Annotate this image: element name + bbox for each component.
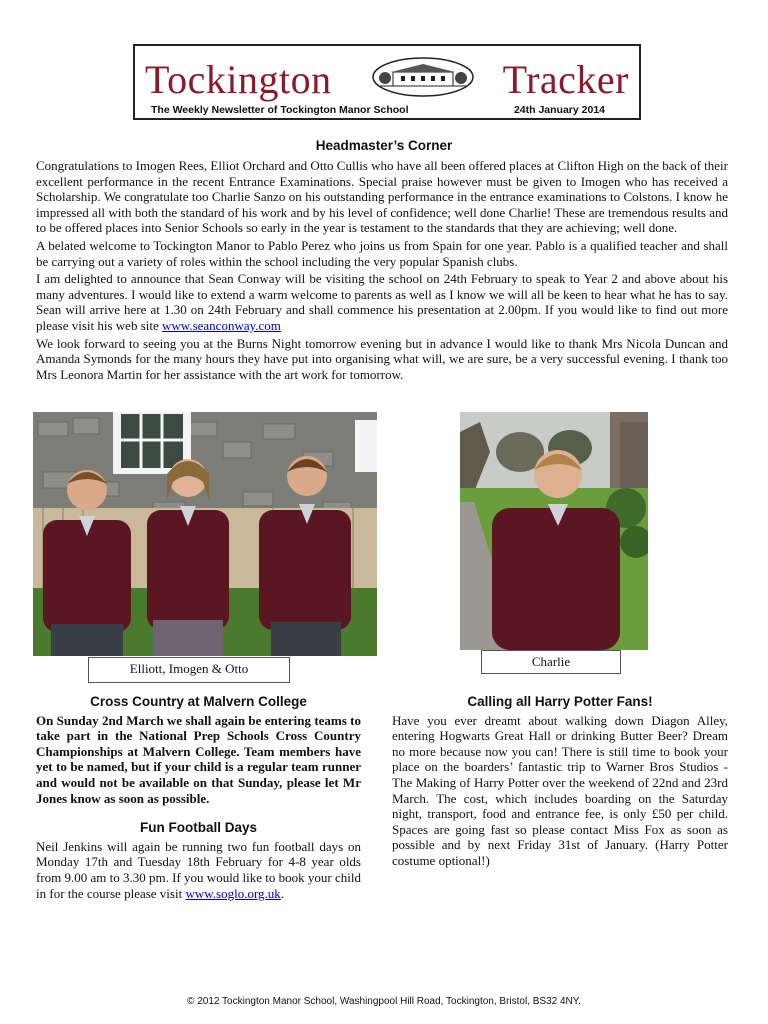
football-title: Fun Football Days [139, 820, 257, 836]
football-text [36, 839, 361, 901]
cross-country-text-b: be available on that Sunday, please let Mr Jones know as soon as possible. [36, 774, 361, 806]
harry-potter-text: Have you ever dreamt about walking down Diagon Alley, entering Hogwarts Great Hall or drinking Butter Beer? Dream no more because now you can! There is still time to book your place on the boarders’ fantastic trip to Warner Bros Studios - The Making of Harry Potter over the weekend of 22nd and 23rd March. The cost, which includes boarding on the Saturday night, transport, food and entrance fee, is only £50 per child. Spaces are going fast so please contact Miss Fox as soon as possible and by next Friday 31st of January. (Harry Potter costume optional!) [392, 712, 728, 868]
masthead-title-right: Tracker [502, 57, 629, 102]
caption-right: Charlie [481, 650, 621, 674]
headmaster-body [36, 158, 728, 384]
seanconway-link[interactable]: www.seanconway.com [162, 317, 281, 333]
masthead [133, 44, 641, 120]
cross-country-text-a: On Sunday 2nd March we shall again be entering teams to take part in the National Prep Schools Cross Country Championships at Malvern College. Team members have yet to be named, but if your child is a regular team runner and [36, 712, 361, 790]
masthead-subtitle: The Weekly Newsletter of Tockington Manor School [151, 104, 409, 116]
cross-country-text [36, 713, 361, 807]
headmaster-paragraph [36, 271, 728, 333]
harry-potter-title: Calling all Harry Potter Fans! [467, 694, 653, 709]
cross-country-title: Cross Country at Malvern College [90, 694, 307, 709]
caption-left: Elliott, Imogen & Otto [88, 657, 290, 683]
photo-elliott-imogen-otto [33, 412, 377, 656]
headmaster-paragraph: Congratulations to Imogen Rees, Elliot Orchard and Otto Cullis who have all been offered places at Clifton High on the back of their excellent performance in the recent Entrance Examinations. Special praise however must be given to Imogen who has received a Scholarship. We congratulate too Charlie Sanzo on his outstanding performance in the entrance examinations to Colstons. I know he impressed all with both the standard of his work and by his level of confidence; well done Charlie! These are tremendous results and to be offered places into Senior Schools so early in the year is testament to the standards that they are achieving; well done. [36, 158, 728, 236]
headmaster-p3-text: I am delighted to announce that Sean Conway will be visiting the school on 24th February to speak to Year 2 and above about his many adventures. I would like to extend a warm welcome to parents as well as I know we will all be keen to hear what he has to say. Sean will arrive here at 1.30 on 24th February and shall commence his presentation at 2.00pm. If you would like to find out more please visit his web site [36, 271, 728, 333]
masthead-title-left: Tockington [145, 57, 332, 102]
football-text-end: . [280, 885, 285, 901]
headmaster-title: Headmaster’s Corner [315, 138, 453, 153]
cross-country-emphasis: would not [61, 774, 118, 790]
headmaster-paragraph: A belated welcome to Tockington Manor to Pablo Perez who joins us from Spain for one year. Pablo is a qualified teacher and shall be carrying out a variety of roles within the school including the very popular Spanish clubs. [36, 237, 728, 269]
football-text-body: Neil Jenkins will again be running two fun football days on Monday 17th and Tuesday 18th February for 4-8 year olds from 9.00 am to 3.30 pm. If you would like to book your child in for the course please visit [36, 838, 361, 901]
masthead-date: 24th January 2014 [513, 104, 605, 116]
right-column [392, 694, 728, 869]
photo-charlie [460, 412, 648, 650]
soglo-link[interactable]: www.soglo.org.uk [185, 885, 281, 901]
school-building-icon [371, 56, 475, 98]
footer: © 2012 Tockington Manor School, Washingpool Hill Road, Tockington, Bristol, BS32 4NY. [187, 996, 581, 1007]
headmaster-paragraph: We look forward to seeing you at the Burns Night tomorrow evening but in advance I would like to thank Mrs Nicola Duncan and Amanda Symonds for the many hours they have put into organising what will, we are sure, be a very successful evening. I thank too Mrs Leonora Martin for her assistance with the art work for tomorrow. [36, 335, 728, 382]
left-column [36, 694, 361, 901]
